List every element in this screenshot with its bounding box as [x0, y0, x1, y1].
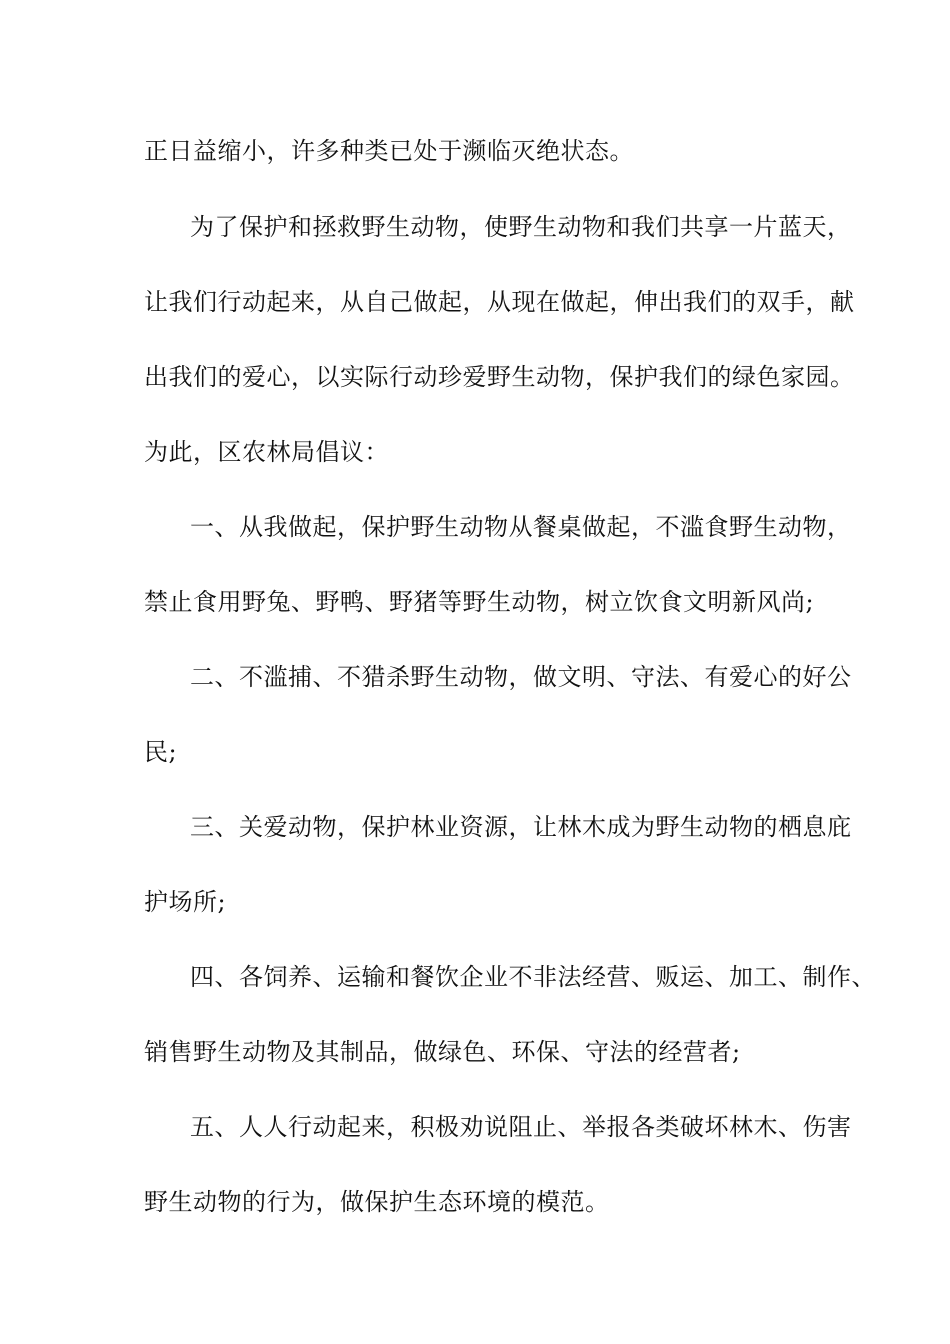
proposal-item-1-line-1: 一、从我做起，保护野生动物从餐桌做起，不滥食野生动物，	[190, 513, 852, 541]
paragraph-line-1: 正日益缩小，许多种类已处于濒临灭绝状态。	[144, 137, 634, 165]
proposal-item-3-line-2: 护场所;	[144, 888, 227, 916]
proposal-item-4-line-2: 销售野生动物及其制品，做绿色、环保、守法的经营者;	[144, 1038, 741, 1066]
proposal-item-5-line-2: 野生动物的行为，做保护生态环境的模范。	[144, 1188, 610, 1216]
paragraph-line-2: 为了保护和拯救野生动物，使野生动物和我们共享一片蓝天，	[190, 213, 852, 241]
proposal-item-2-line-2: 民;	[144, 738, 178, 766]
paragraph-line-4: 出我们的爱心，以实际行动珍爱野生动物，保护我们的绿色家园。	[144, 363, 855, 391]
paragraph-line-5: 为此，区农林局倡议：	[144, 438, 389, 466]
proposal-item-2-line-1: 二、不滥捕、不猎杀野生动物，做文明、守法、有爱心的好公	[190, 663, 852, 691]
proposal-item-5-line-1: 五、人人行动起来，积极劝说阻止、举报各类破坏林木、伤害	[190, 1113, 852, 1141]
proposal-item-4-line-1: 四、各饲养、运输和餐饮企业不非法经营、贩运、加工、制作、	[190, 963, 876, 991]
proposal-item-3-line-1: 三、关爱动物，保护林业资源，让林木成为野生动物的栖息庇	[190, 813, 852, 841]
proposal-item-1-line-2: 禁止食用野兔、野鸭、野猪等野生动物，树立饮食文明新风尚;	[144, 588, 815, 616]
paragraph-line-3: 让我们行动起来，从自己做起，从现在做起，伸出我们的双手，献	[144, 288, 855, 316]
